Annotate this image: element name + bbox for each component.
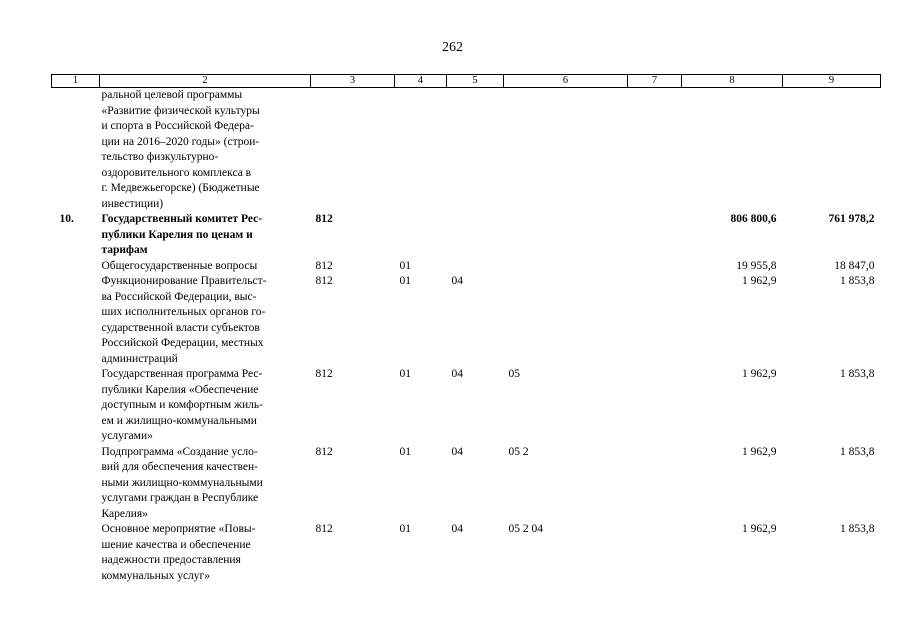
amount-year-1: 1 962,9 (742, 523, 777, 535)
expense-type-code (628, 522, 682, 584)
amount-year-1: 1 962,9 (742, 445, 777, 458)
budget-table (51, 74, 881, 584)
row-name-line: Карелия» (101, 507, 148, 520)
row-name-line: Функционирование Правительст- (101, 275, 267, 287)
amount-year-1: 19 955,8 (736, 259, 777, 272)
table-row (52, 367, 881, 445)
page-number: 262 (442, 40, 463, 55)
row-name (100, 88, 311, 213)
table-row (52, 88, 881, 213)
subsection-code (447, 212, 504, 259)
expense-type-code (628, 367, 682, 445)
amount-year-1: 1 962,9 (742, 368, 777, 380)
amount-year-2: 1 853,8 (840, 523, 875, 535)
target-article-code (504, 274, 628, 367)
row-name-line: доступным и комфортным жиль- (101, 399, 263, 411)
row-number (52, 367, 100, 445)
row-name-line: и спорта в Российской Федера- (101, 120, 254, 132)
row-name-line: г. Медвежьегорске) (Бюджетные (101, 182, 260, 194)
amount-year-1: 806 800,6 (730, 213, 777, 225)
row-name-line: публики Карелия по ценам и (101, 228, 253, 241)
row-number (52, 522, 100, 584)
row-name-line: ции на 2016–2020 годы» (строи- (101, 135, 260, 148)
row-name-line: Государственный комитет Рес- (101, 213, 263, 225)
row-name-line: Основное мероприятие «Повы- (101, 523, 256, 535)
admin-code: 812 (315, 213, 333, 225)
target-article-code (504, 259, 628, 275)
row-name-line: тарифам (101, 244, 148, 256)
target-article-code: 05 2 04 (508, 523, 543, 535)
row-name-line: коммунальных услуг» (101, 569, 210, 582)
row-name-line: тельство физкультурно- (101, 151, 219, 163)
column-header-4: 4 (395, 75, 447, 88)
expense-type-code (628, 274, 682, 367)
row-name-line: ральной целевой программы (101, 89, 243, 101)
subsection-code: 04 (451, 368, 463, 380)
amount-year-2: 1 853,8 (840, 275, 875, 287)
section-code (395, 88, 447, 213)
row-number: 10. (59, 213, 74, 225)
row-name-line: сударственной власти субъектов (101, 321, 260, 334)
admin-code (311, 88, 395, 213)
column-header-7: 7 (628, 75, 682, 88)
section-code (395, 212, 447, 259)
row-name-line: ва Российской Федерации, выс- (101, 290, 257, 303)
row-name (100, 259, 311, 275)
target-article-code: 05 2 (508, 445, 529, 458)
column-header-9: 9 (783, 75, 881, 88)
section-code: 01 (399, 259, 411, 272)
amount-year-2: 18 847,0 (834, 259, 875, 272)
column-header-1: 1 (52, 75, 100, 88)
subsection-code: 04 (451, 445, 463, 458)
table-header (52, 75, 881, 88)
column-header-5: 5 (447, 75, 504, 88)
target-article-code (504, 212, 628, 259)
row-name (100, 274, 311, 367)
table-row (52, 445, 881, 523)
row-name-line: услугами» (101, 430, 153, 442)
admin-code: 812 (315, 445, 333, 458)
table-row (52, 259, 881, 275)
section-code: 01 (399, 445, 411, 458)
subsection-code (447, 88, 504, 213)
subsection-code: 04 (451, 523, 463, 535)
row-name-line: оздоровительного комплекса в (101, 166, 252, 179)
table-body (52, 88, 881, 585)
row-number (52, 274, 100, 367)
row-number (52, 445, 100, 523)
admin-code: 812 (315, 259, 333, 272)
row-name (100, 367, 311, 445)
section-code: 01 (399, 368, 411, 380)
row-name-line: публики Карелия «Обеспечение (101, 383, 259, 396)
section-code: 01 (399, 523, 411, 535)
row-number (52, 88, 100, 213)
expense-type-code (628, 88, 682, 213)
table-row (52, 212, 881, 259)
row-name-line: Общегосударственные вопросы (101, 259, 258, 272)
amount-year-2: 1 853,8 (840, 368, 875, 380)
column-number-row (52, 75, 881, 88)
expense-type-code (628, 259, 682, 275)
amount-year-1: 1 962,9 (742, 275, 777, 287)
subsection-code (447, 259, 504, 275)
amount-year-2: 1 853,8 (840, 445, 875, 458)
target-article-code: 05 (508, 368, 520, 380)
row-name-line: ших исполнительных органов го- (101, 306, 266, 318)
expense-type-code (628, 212, 682, 259)
table-row (52, 274, 881, 367)
column-header-3: 3 (311, 75, 395, 88)
row-name (100, 522, 311, 584)
row-name (100, 445, 311, 523)
column-header-2: 2 (100, 75, 311, 88)
amount-year-2: 761 978,2 (828, 213, 875, 225)
row-number (52, 259, 100, 275)
section-code: 01 (399, 275, 411, 287)
row-name-line: ными жилищно-коммунальными (101, 476, 263, 489)
subsection-code: 04 (451, 275, 463, 287)
amount-year-2 (783, 88, 881, 213)
admin-code: 812 (315, 275, 333, 287)
admin-code: 812 (315, 523, 333, 535)
amount-year-1 (682, 88, 783, 213)
row-name-line: надежности предоставления (101, 554, 241, 566)
target-article-code (504, 88, 628, 213)
admin-code: 812 (315, 368, 333, 380)
row-name-line: Подпрограмма «Создание усло- (101, 445, 258, 458)
row-name-line: услугами граждан в Республике (101, 492, 259, 504)
column-header-6: 6 (504, 75, 628, 88)
column-header-8: 8 (682, 75, 783, 88)
row-name-line: Государственная программа Рес- (101, 368, 263, 380)
table-row (52, 522, 881, 584)
row-name-line: ем и жилищно-коммунальными (101, 414, 257, 427)
row-name (100, 212, 311, 259)
row-name-line: инвестиции) (101, 197, 164, 210)
row-name-line: «Развитие физической культуры (101, 104, 260, 117)
row-name-line: администраций (101, 352, 178, 365)
row-name-line: вий для обеспечения качествен- (101, 461, 258, 473)
row-name-line: шение качества и обеспечение (101, 538, 251, 551)
expense-type-code (628, 445, 682, 523)
row-name-line: Российской Федерации, местных (101, 337, 264, 349)
